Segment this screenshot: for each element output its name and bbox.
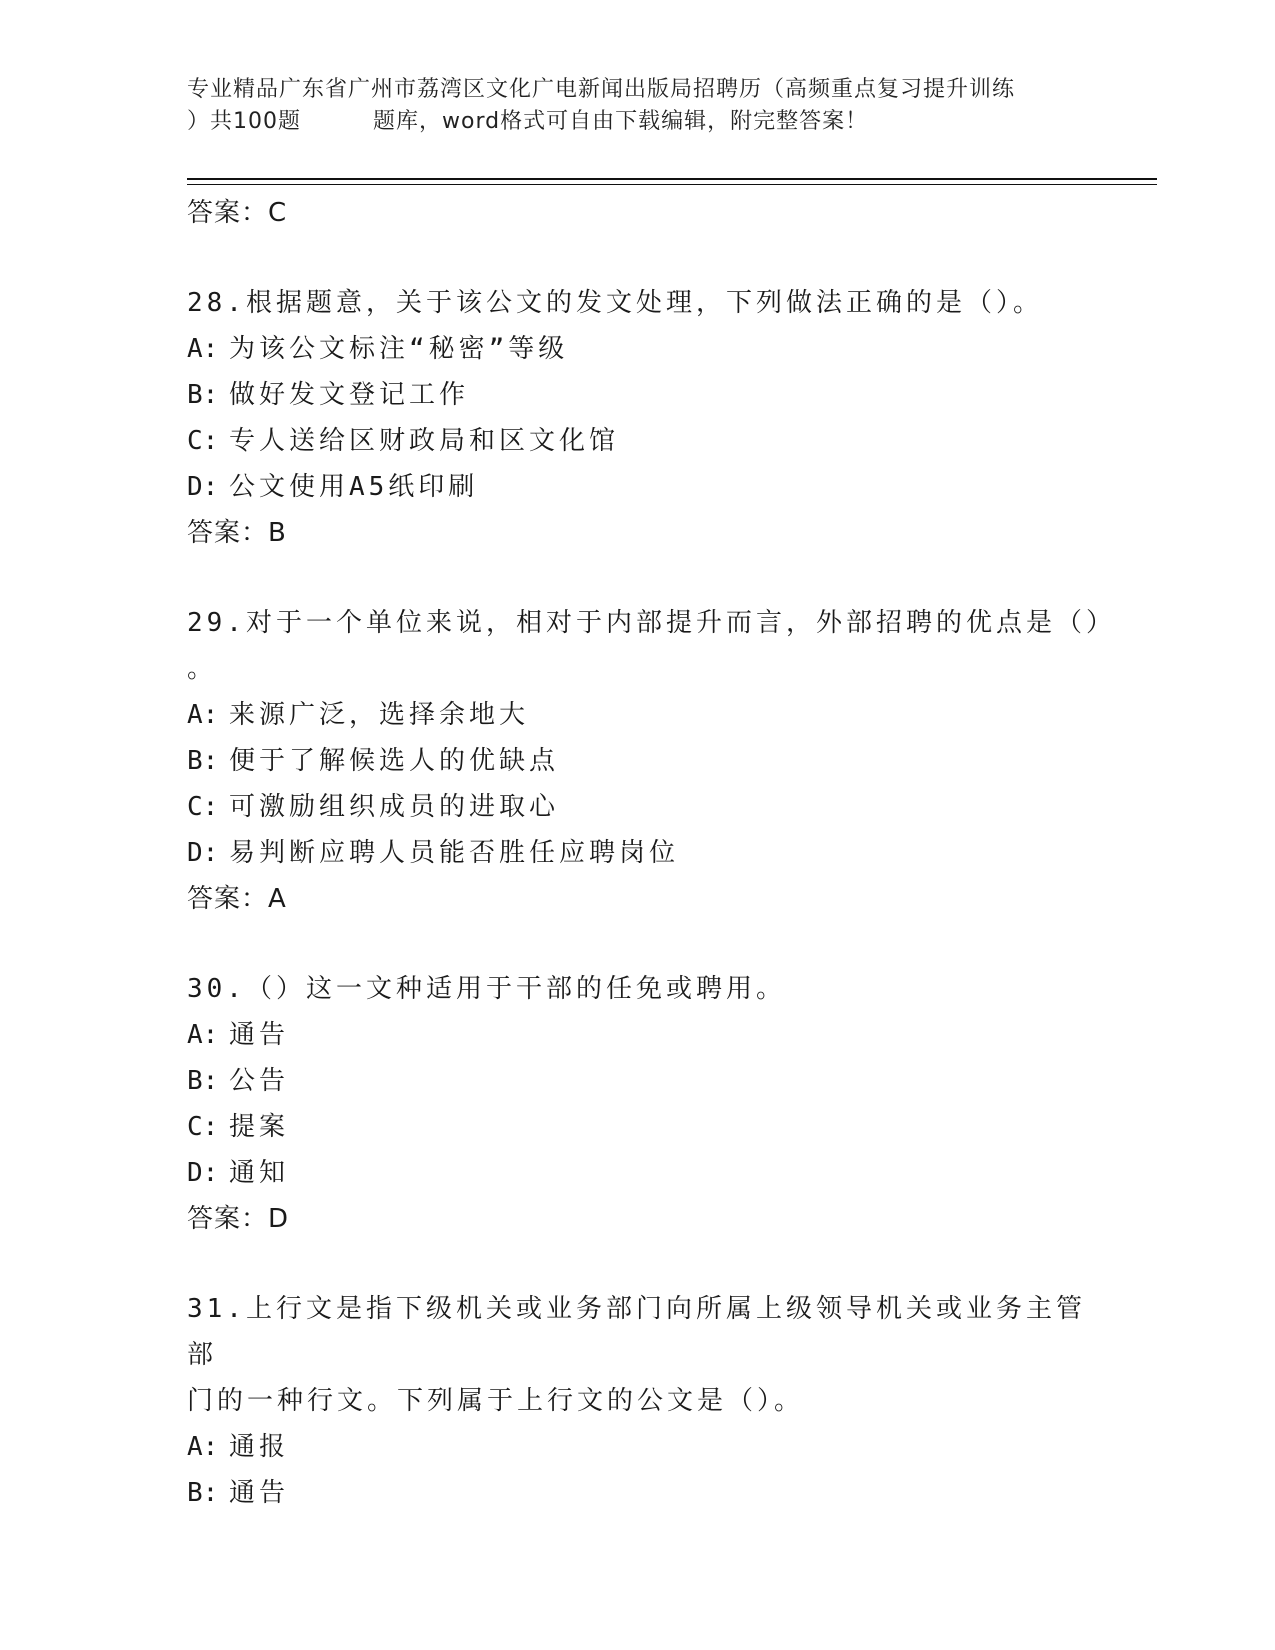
answer-line: 答案：C (187, 198, 288, 228)
option-text: 可激励组织成员的进取心 (229, 792, 560, 822)
option-a (187, 326, 1107, 372)
question-30 (187, 966, 1107, 1242)
question-text-line-1: 31.上行文是指下级机关或业务部门向所属上级领导机关或业务主管部 (187, 1294, 1086, 1370)
option-letter: C: (187, 426, 219, 456)
option-letter: A: (187, 1432, 219, 1462)
option-text: 通告 (229, 1478, 290, 1508)
option-text: 专人送给区财政局和区文化馆 (229, 426, 620, 456)
option-c (187, 784, 1107, 830)
option-letter: B: (187, 1478, 219, 1508)
option-text: 为该公文标注“秘密”等级 (229, 334, 569, 364)
question-29 (187, 600, 1116, 922)
option-text: 公告 (229, 1066, 290, 1096)
header-divider-thin (187, 184, 1157, 185)
answer-line: 答案：B (187, 518, 287, 548)
option-letter: B: (187, 1066, 219, 1096)
header-title-part-b: 题库，word格式可自由下载编辑，附完整答案！ (373, 109, 869, 134)
question-28 (187, 280, 1107, 556)
option-letter: A: (187, 700, 219, 730)
option-letter: D: (187, 1158, 219, 1188)
page-header (187, 74, 1107, 138)
option-a (187, 692, 1107, 738)
option-text: 通报 (229, 1432, 290, 1462)
option-d (187, 830, 1107, 876)
answer-line: 答案：A (187, 884, 287, 914)
option-text: 公文使用A5纸印刷 (229, 472, 479, 502)
option-letter: C: (187, 1112, 219, 1142)
option-b (187, 738, 1107, 784)
header-title-line-1: 专业精品广东省广州市荔湾区文化广电新闻出版局招聘历（高频重点复习提升训练 (187, 77, 1016, 102)
question-text-line-2: 。 (187, 654, 218, 684)
option-text: 易判断应聘人员能否胜任应聘岗位 (229, 838, 680, 868)
question-text-line-1: 29.对于一个单位来说，相对于内部提升而言，外部招聘的优点是（） (187, 608, 1116, 638)
option-text: 做好发文登记工作 (229, 380, 470, 410)
option-letter: B: (187, 380, 219, 410)
option-c (187, 1104, 1107, 1150)
option-letter: A: (187, 334, 219, 364)
option-letter: D: (187, 472, 219, 502)
option-text: 通告 (229, 1020, 290, 1050)
option-letter: B: (187, 746, 219, 776)
option-b (187, 372, 1107, 418)
option-a (187, 1012, 1107, 1058)
option-c (187, 418, 1107, 464)
option-b (187, 1470, 1107, 1516)
option-letter: A: (187, 1020, 219, 1050)
header-divider-thick (187, 178, 1157, 180)
option-d (187, 1150, 1107, 1196)
header-title-part-a: ）共100题 (187, 109, 301, 134)
option-text: 便于了解候选人的优缺点 (229, 746, 560, 776)
question-31 (187, 1286, 1107, 1516)
question-list (187, 190, 1116, 1516)
option-letter: D: (187, 838, 219, 868)
option-d (187, 464, 1107, 510)
option-text: 提案 (229, 1112, 290, 1142)
answer-line: 答案：D (187, 1204, 290, 1234)
option-letter: C: (187, 792, 219, 822)
option-b (187, 1058, 1107, 1104)
header-title-line-2 (187, 106, 1107, 138)
question-text: 30.（）这一文种适用于干部的任免或聘用。 (187, 974, 786, 1004)
question-text-line-2: 门的一种行文。下列属于上行文的公文是（）。 (187, 1386, 805, 1416)
option-a (187, 1424, 1107, 1470)
option-text: 通知 (229, 1158, 290, 1188)
question-text: 28.根据题意，关于该公文的发文处理，下列做法正确的是（）。 (187, 288, 1043, 318)
option-text: 来源广泛，选择余地大 (229, 700, 530, 730)
